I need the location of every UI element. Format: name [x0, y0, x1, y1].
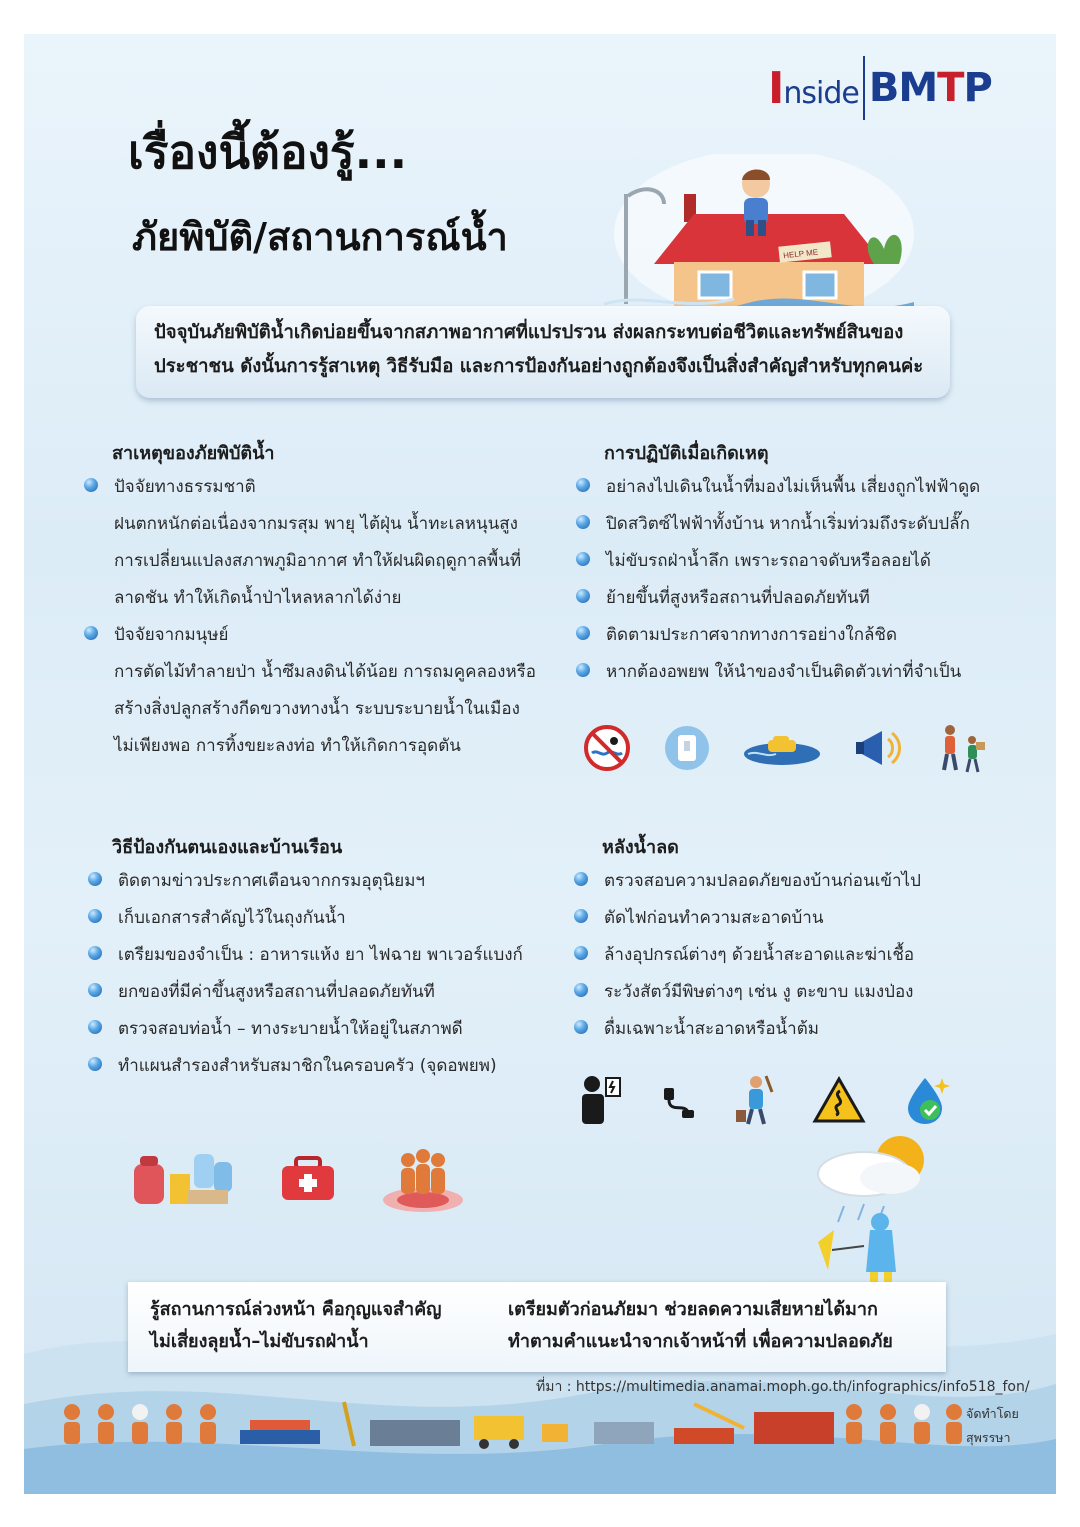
- prevent-icons: [128, 1144, 468, 1214]
- list-item: สร้างสิ่งปลูกสร้างกีดขวางทางน้ำ ระบบระบายน้ำในเมือง: [114, 699, 520, 719]
- list-item: ตรวจสอบท่อน้ำ – ทางระบายน้ำให้อยู่ในสภาพดี: [88, 1014, 558, 1051]
- list-item: ปิดสวิตซ์ไฟฟ้าทั้งบ้าน หากน้ำเริ่มท่วมถึงระดับปลั๊ก: [576, 509, 1036, 546]
- source-link[interactable]: ที่มา : https://multimedia.anamai.moph.go.th/infographics/info518_fon/: [536, 1379, 1030, 1395]
- during-title: การปฏิบัติเมื่อเกิดเหตุ: [604, 443, 769, 464]
- summary-banner: [128, 1282, 946, 1372]
- workers-and-logistics-strip: [54, 1394, 964, 1454]
- poster: [24, 34, 1056, 1494]
- bullet-icon: [84, 478, 98, 492]
- bullet-icon: [576, 663, 590, 677]
- bullet-icon: [576, 552, 590, 566]
- list-item: ยกของที่มีค่าขึ้นสูงหรือสถานที่ปลอดภัยทันที: [88, 977, 558, 1014]
- bullet-icon: [574, 909, 588, 923]
- megaphone-icon: [852, 723, 904, 773]
- during-icons: [582, 720, 990, 776]
- causes-list: [84, 472, 554, 768]
- list-item: ติดตามประกาศจากทางการอย่างใกล้ชิด: [576, 620, 1036, 657]
- after-icons: [576, 1072, 950, 1128]
- credit: จัดทำโดย สุพรรษา: [966, 1406, 1019, 1445]
- list-item: การเปลี่ยนแปลงสภาพภูมิอากาศ ทำให้ฝนผิดฤดูกาลพื้นที่: [114, 551, 522, 571]
- bullet-icon: [576, 589, 590, 603]
- list-item: ลาดชัน ทำให้เกิดน้ำป่าไหลหลากได้ง่าย: [114, 588, 402, 608]
- summary-right-line-2: ทำตามคำแนะนำจากเจ้าหน้าที่ เพื่อความปลอดภัย: [508, 1331, 893, 1352]
- bullet-icon: [88, 1020, 102, 1034]
- list-item: ฝนตกหนักต่อเนื่องจากมรสุม พายุ ไต้ฝุ่น น้ำทะเลหนุนสูง: [114, 514, 518, 534]
- list-item: ไม่ขับรถฝ่าน้ำลึก เพราะรถอาจดับหรือลอยได้: [576, 546, 1036, 583]
- list-item: ย้ายขึ้นที่สูงหรือสถานที่ปลอดภัยทันที: [576, 583, 1036, 620]
- list-item: ตัดไฟก่อนทำความสะอาดบ้าน: [574, 903, 1034, 940]
- bullet-icon: [88, 909, 102, 923]
- intro-line-2: ประชาชน ดังนั้นการรู้สาเหตุ วิธีรับมือ และการป้องกันอย่างถูกต้องจึงเป็นสิ่งสำคัญสำหรับทุกคนค่ะ: [154, 356, 924, 377]
- flooded-house-illustration: [584, 154, 914, 324]
- prevent-title: วิธีป้องกันตนเองและบ้านเรือน: [112, 837, 343, 858]
- list-item: การตัดไม้ทำลายป่า น้ำซึมลงดินได้น้อย การถมคูคลองหรือ: [114, 662, 536, 682]
- list-item: ระวังสัตว์มีพิษต่างๆ เช่น งู ตะขาบ แมงป่อง: [574, 977, 1034, 1014]
- cleaning-person-icon: [732, 1072, 778, 1128]
- bullet-icon: [88, 872, 102, 886]
- causes-title: สาเหตุของภัยพิบัติน้ำ: [112, 443, 275, 464]
- electrician-inspection-icon: [576, 1072, 624, 1128]
- list-item: ล้างอุปกรณ์ต่างๆ ด้วยน้ำสะอาดและฆ่าเชื้อ: [574, 940, 1034, 977]
- list-item: ไม่เพียงพอ การทิ้งขยะลงท่อ ทำให้เกิดการอุดตัน: [114, 736, 461, 756]
- car-in-flood-icon: [742, 728, 822, 768]
- bullet-icon: [574, 946, 588, 960]
- prevent-list: [88, 866, 558, 1088]
- bullet-icon: [576, 626, 590, 640]
- clean-water-drop-icon: [900, 1072, 950, 1128]
- list-item: หากต้องอพยพ ให้นำของจำเป็นติดตัวเท่าที่จำเป็น: [576, 657, 1036, 694]
- bullet-icon: [574, 1020, 588, 1034]
- list-item: ทำแผนสำรองสำหรับสมาชิกในครอบครัว (จุดอพยพ): [88, 1051, 558, 1088]
- bullet-icon: [88, 983, 102, 997]
- after-list: [574, 866, 1034, 1051]
- first-aid-kit-icon: [278, 1154, 338, 1204]
- list-item: เก็บเอกสารสำคัญไว้ในถุงกันน้ำ: [88, 903, 558, 940]
- bullet-icon: [574, 872, 588, 886]
- list-item: ดื่มเฉพาะน้ำสะอาดหรือน้ำต้ม: [574, 1014, 1034, 1051]
- bullet-icon: [84, 626, 98, 640]
- page-subtitle: ภัยพิบัติ/สถานการณ์น้ำ: [132, 215, 508, 259]
- bullet-icon: [576, 515, 590, 529]
- during-list: [576, 472, 1036, 694]
- list-item: เตรียมของจำเป็น : อาหารแห้ง ยา ไฟฉาย พาเวอร์แบงก์: [88, 940, 558, 977]
- list-item: ปัจจัยทางธรรมชาติ: [84, 472, 554, 509]
- summary-right-line-1: เตรียมตัวก่อนภัยมา ช่วยลดความเสียหายได้มาก: [508, 1299, 878, 1320]
- help-sign: HELP ME: [782, 247, 819, 261]
- page-title: เรื่องนี้ต้องรู้...: [128, 125, 408, 179]
- list-item: ติดตามข่าวประกาศเตือนจากกรมอุตุนิยมฯ: [88, 866, 558, 903]
- intro-line-1: ปัจจุบันภัยพิบัติน้ำเกิดบ่อยขึ้นจากสภาพอากาศที่แปรปรวน ส่งผลกระทบต่อชีวิตและทรัพย์สินของ: [154, 322, 904, 343]
- list-item: ตรวจสอบความปลอดภัยของบ้านก่อนเข้าไป: [574, 866, 1034, 903]
- evacuating-people-icon: [934, 720, 990, 776]
- bullet-icon: [574, 983, 588, 997]
- unplug-icon: [658, 1080, 698, 1120]
- bullet-icon: [88, 946, 102, 960]
- bullet-icon: [576, 478, 590, 492]
- assembly-point-icon: [378, 1144, 468, 1214]
- brand-logo: Inside BMTP: [768, 56, 992, 120]
- summary-left-line-1: รู้สถานการณ์ล่วงหน้า คือกุญแจสำคัญ: [150, 1299, 442, 1320]
- summary-left-line-2: ไม่เสี่ยงลุยน้ำ–ไม่ขับรถฝ่าน้ำ: [150, 1331, 369, 1352]
- emergency-supplies-icon: [128, 1144, 238, 1214]
- snake-warning-icon: [812, 1075, 866, 1125]
- after-title: หลังน้ำลด: [602, 837, 679, 858]
- rain-weather-illustration: [804, 1130, 944, 1286]
- list-item: อย่าลงไปเดินในน้ำที่มองไม่เห็นพื้น เสี่ยงถูกไฟฟ้าดูด: [576, 472, 1036, 509]
- intro-banner: [136, 306, 950, 398]
- light-switch-icon: [662, 723, 712, 773]
- list-item: ปัจจัยจากมนุษย์: [84, 620, 554, 657]
- bullet-icon: [88, 1057, 102, 1071]
- no-swimming-icon: [582, 723, 632, 773]
